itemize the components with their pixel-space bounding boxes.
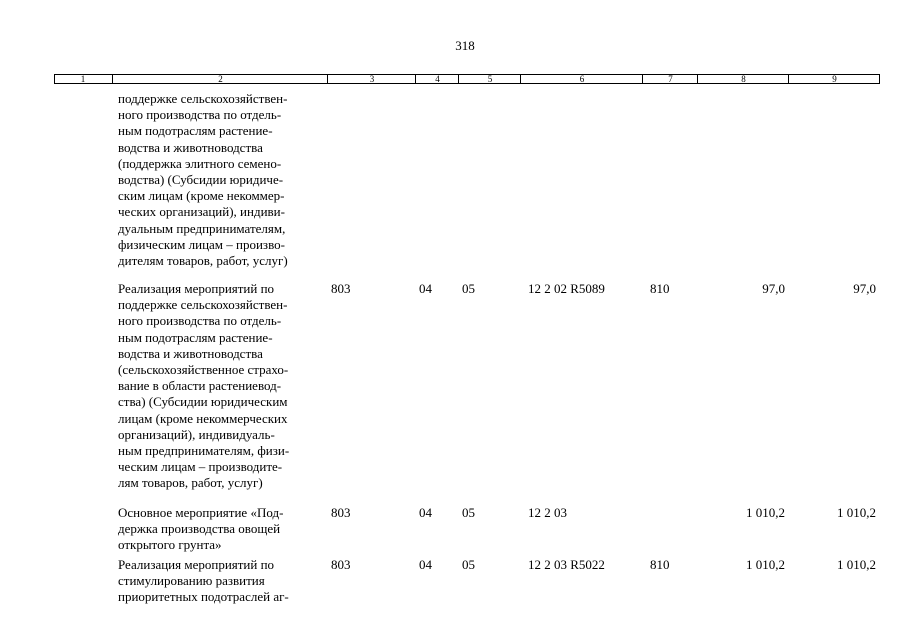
header-col-2: 2 <box>112 75 328 83</box>
cell-expense-type: 810 <box>650 281 670 296</box>
table-row-description: Реализация мероприятий по поддержке сельскохозяйствен- ного производства по отдель- ным подотраслям растение- водства и животноводства (сельскохозяйственное страхо- вание в области растениевод- ства) (Субсидии юридическим лицам (кроме некоммерческих организаций), индивидуаль- ным предпринимателям, физи- ческим лицам – производите- лям товаров, работ, услуг) <box>118 281 290 491</box>
cell-subsection: 05 <box>462 281 475 296</box>
cell-section: 04 <box>419 557 432 572</box>
cell-subsection: 05 <box>462 557 475 572</box>
table-row-description: Реализация мероприятий по стимулированию развития приоритетных подотраслей аг- <box>118 557 289 605</box>
cell-target-article: 12 2 02 R5089 <box>528 281 605 296</box>
cell-chapter: 803 <box>331 281 351 296</box>
cell-target-article: 12 2 03 <box>528 505 567 520</box>
header-col-7: 7 <box>642 75 698 83</box>
cell-chapter: 803 <box>331 505 351 520</box>
header-col-4: 4 <box>415 75 459 83</box>
header-col-1: 1 <box>80 74 86 84</box>
cell-chapter: 803 <box>331 557 351 572</box>
header-col-5: 5 <box>458 75 521 83</box>
cell-amount-9: 97,0 <box>853 281 876 296</box>
cell-amount-8: 1 010,2 <box>746 505 785 520</box>
cell-target-article: 12 2 03 R5022 <box>528 557 605 572</box>
cell-expense-type: 810 <box>650 557 670 572</box>
header-col-3: 3 <box>327 75 416 83</box>
cell-subsection: 05 <box>462 505 475 520</box>
header-col-6: 6 <box>520 75 643 83</box>
table-row-description: поддержке сельскохозяйствен- ного производства по отдель- ным подотраслям растение- водства и животноводства (поддержка элитного семено- водства) (Субсидии юридиче- ским лицам (кроме некоммер- ческих организаций), индиви- дуальным предпринимателям, физическим лицам – произво- дителям товаров, работ, услуг) <box>118 91 288 269</box>
cell-amount-8: 1 010,2 <box>746 557 785 572</box>
header-col-9: 9 <box>788 75 880 83</box>
cell-section: 04 <box>419 505 432 520</box>
page-number: 318 <box>455 38 475 53</box>
table-row-description: Основное мероприятие «Под- держка производства овощей открытого грунта» <box>118 505 284 553</box>
cell-amount-8: 97,0 <box>762 281 785 296</box>
header-col-8: 8 <box>697 75 789 83</box>
cell-amount-9: 1 010,2 <box>837 505 876 520</box>
cell-amount-9: 1 010,2 <box>837 557 876 572</box>
cell-section: 04 <box>419 281 432 296</box>
table-header-row <box>54 74 880 84</box>
